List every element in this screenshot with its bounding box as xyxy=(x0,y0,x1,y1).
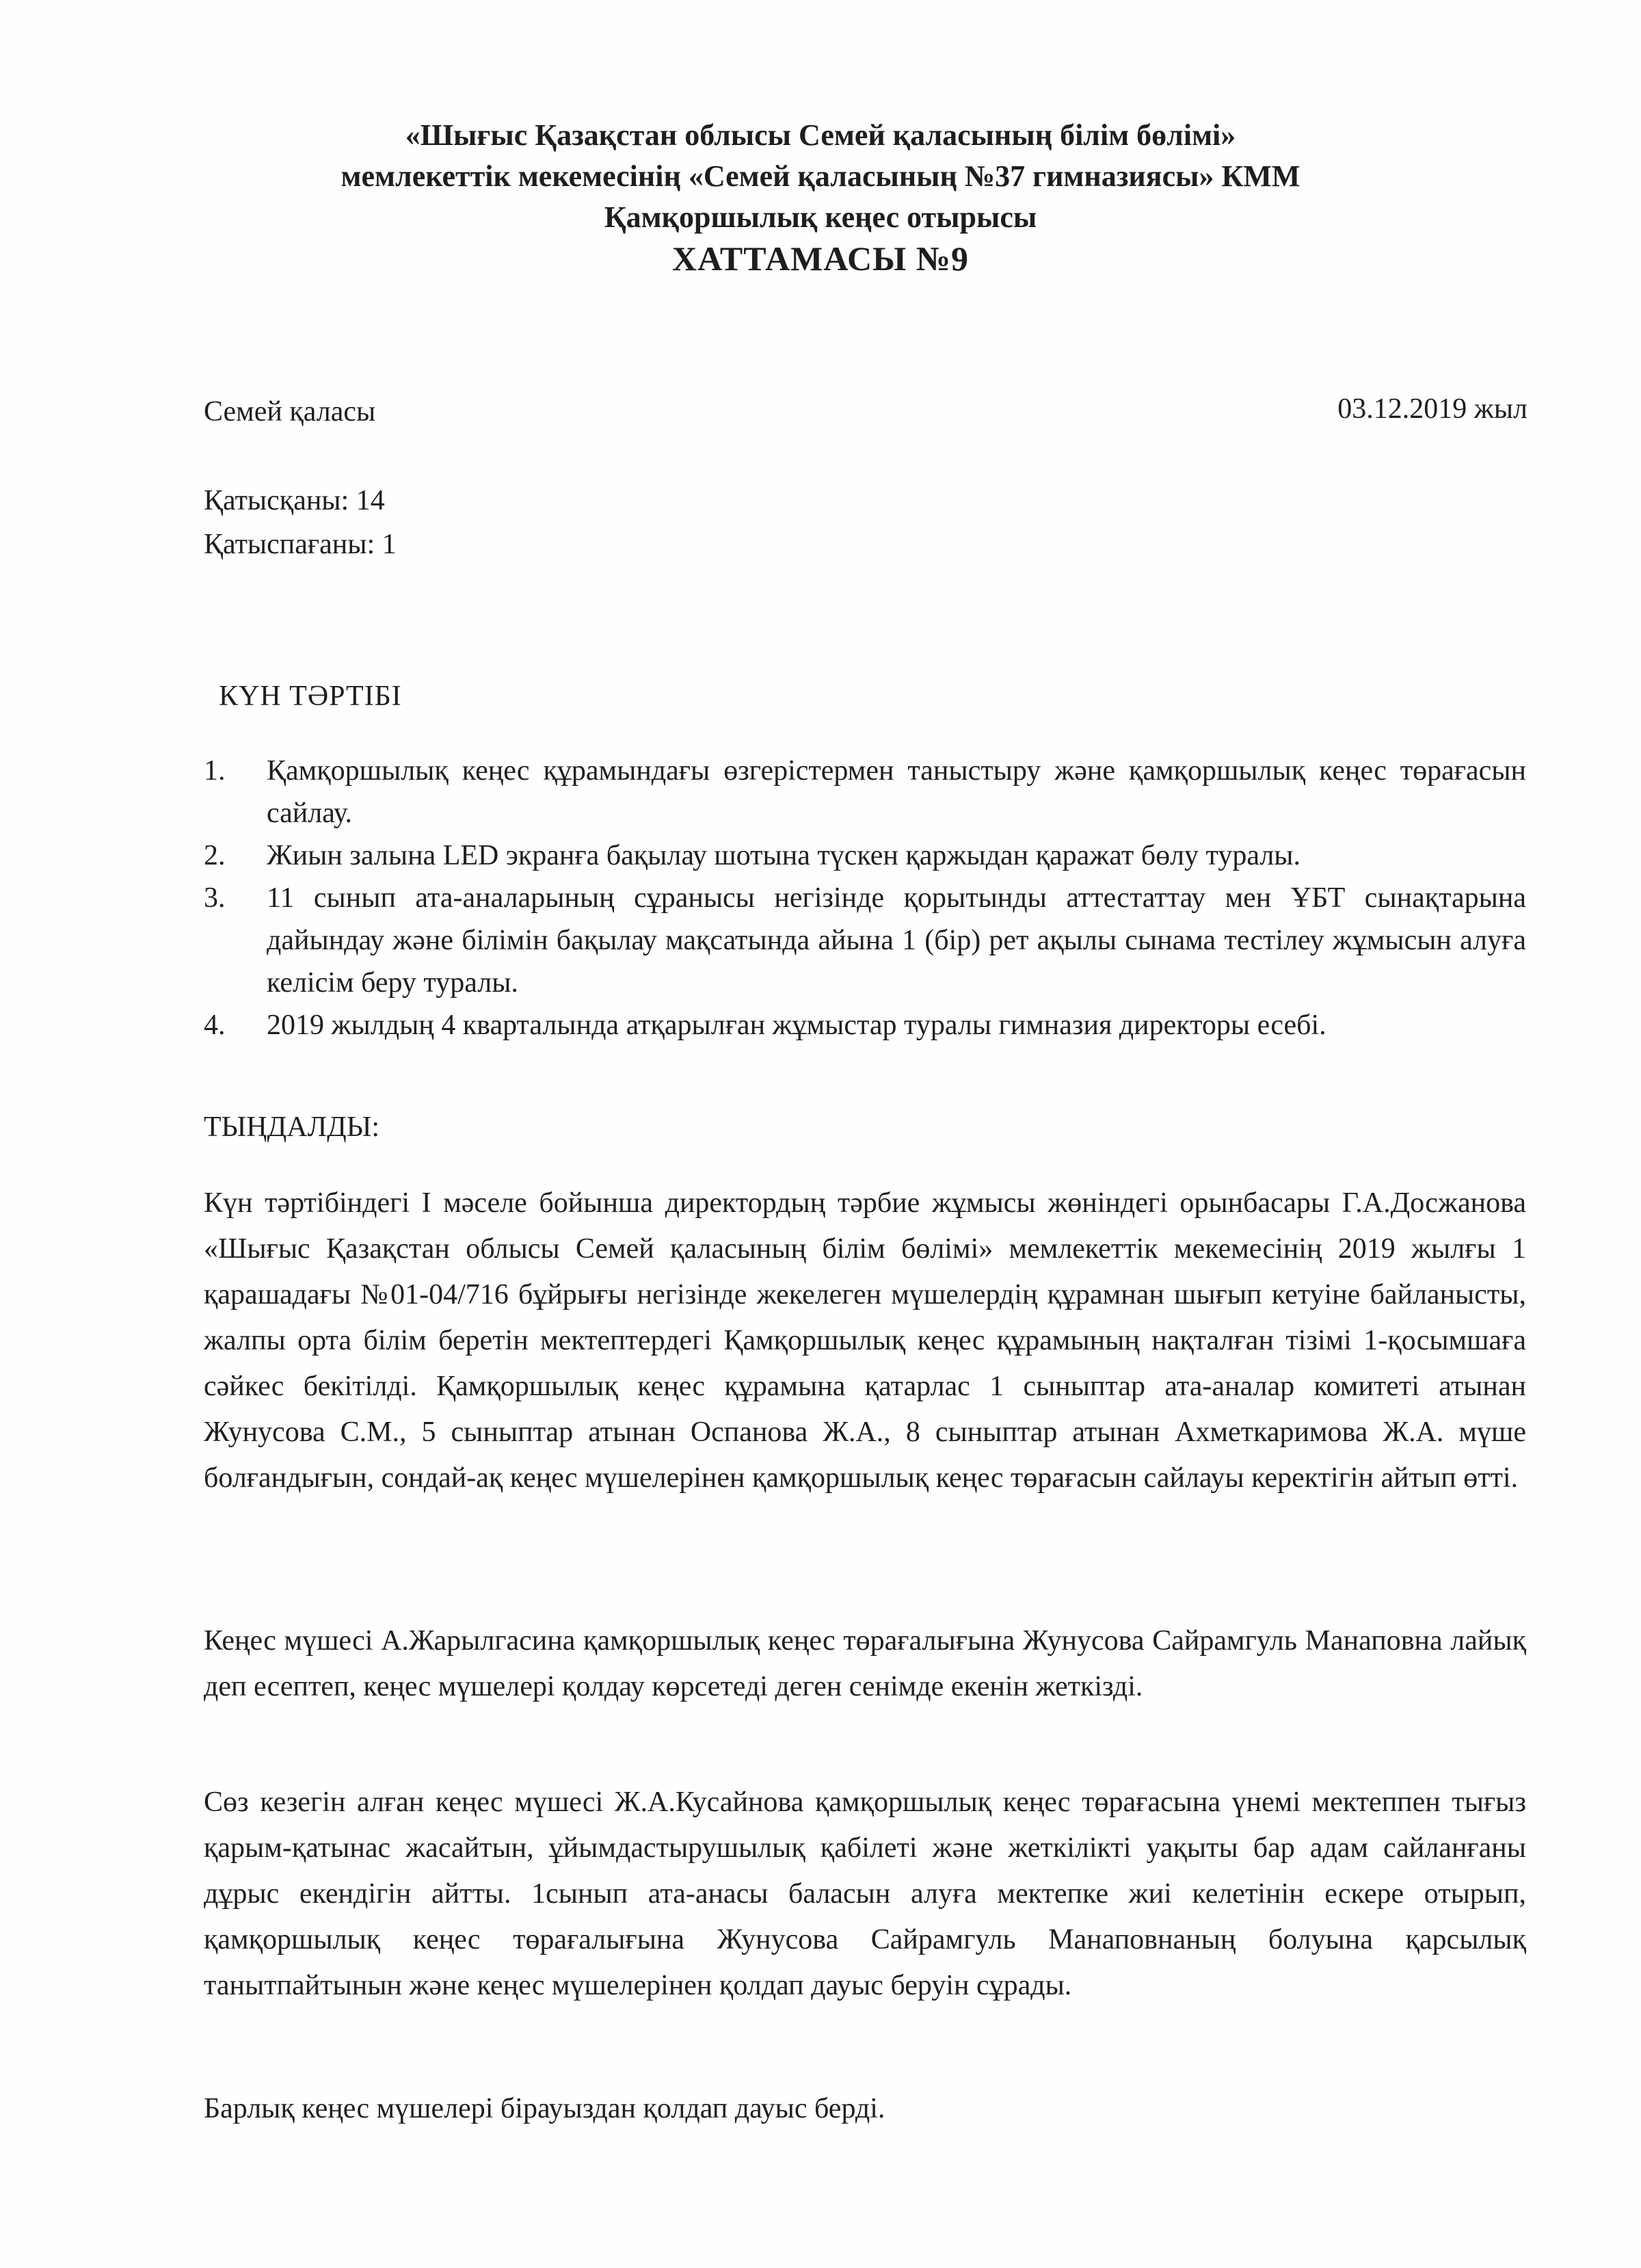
body-paragraph: Сөз кезегін алған кеңес мүшесі Ж.А.Кусайнова қамқоршылық кеңес төрағасына үнемі мектеппен тығыз қарым-қатынас жасайтын, ұйымдастырушылық қабілеті және жеткілікті уақыты бар адам сайланғаны дұрыс екендігін айтты. 1сынып ата-анасы баласын алуға мектепке жиі келетінін ескере отырып, қамқоршылық кеңес төрағалығына Жунусова Сайрамгуль Манаповнаның болуына қарсылық танытпайтынын және кеңес мүшелерінен қолдап дауыс беруін сұрады. xyxy=(204,1786,1526,2001)
body-paragraph: Барлық кеңес мүшелері бірауыздан қолдап дауыс берді. xyxy=(204,2093,885,2124)
date: 03.12.2019 жыл xyxy=(1337,393,1527,425)
attendance xyxy=(204,479,397,566)
agenda-item xyxy=(204,1004,1526,1046)
place-date-row xyxy=(204,395,1527,436)
agenda-item xyxy=(204,877,1526,1004)
agenda-item-number: 4. xyxy=(204,1010,226,1041)
agenda-item xyxy=(204,834,1526,877)
agenda-item-number: 3. xyxy=(204,882,226,914)
agenda-item-number: 1. xyxy=(204,755,226,787)
header-line-3: Қамқоршылық кеңес отырысы xyxy=(604,200,1037,234)
agenda-list xyxy=(204,750,1526,1046)
agenda-item-text: 2019 жылдың 4 кварталында атқарылған жұмыстар туралы гимназия директоры есебі. xyxy=(267,1010,1326,1041)
header-line-2: мемлекеттік мекемесінің «Семей қаласының №37 гимназиясы» КММ xyxy=(341,159,1300,193)
document-header xyxy=(205,115,1436,279)
present-count: Қатысқаны: 14 xyxy=(204,485,385,516)
absent-count: Қатыспағаны: 1 xyxy=(204,529,397,560)
agenda-item xyxy=(204,750,1526,834)
body-paragraph: Күн тәртібіндегі І мәселе бойынша директордың тәрбие жұмысы жөніндегі орынбасары Г.А.Досжанова «Шығыс Қазақстан облысы Семей қаласының білім бөлімі» мемлекеттік мекемесінің 2019 жылғы 1 қарашадағы №01-04/716 бұйрығы негізінде жекелеген мүшелердің құрамнан шығып кетуіне байланысты, жалпы орта білім беретін мектептердегі Қамқоршылық кеңес құрамының нақталған тізімі 1-қосымшаға сәйкес бекітілді. Қамқоршылық кеңес құрамына қатарлас 1 сыныптар ата-аналар комитеті атынан Жунусова С.М., 5 сыныптар атынан Оспанова Ж.А., 8 сыныптар атынан Ахметкаримова Ж.А. мүше болғандығын, сондай-ақ кеңес мүшелерінен қамқоршылық кеңес төрағасын сайлауы керектігін айтып өтті. xyxy=(204,1187,1526,1494)
agenda-title: КҮН ТӘРТІБІ xyxy=(219,681,402,712)
agenda-item-text: Қамқоршылық кеңес құрамындағы өзгерістермен таныстыру және қамқоршылық кеңес төрағасын сайлау. xyxy=(267,755,1526,829)
body-paragraph: Кеңес мүшесі А.Жарылгасина қамқоршылық кеңес төрағалығына Жунусова Сайрамгуль Манаповна лайық деп есептеп, кеңес мүшелері қолдау көрсетеді деген сенімде екенін жеткізді. xyxy=(204,1625,1526,1702)
heard-title: ТЫҢДАЛДЫ: xyxy=(204,1111,380,1143)
header-line-1: «Шығыс Қазақстан облысы Семей қаласының білім бөлімі» xyxy=(405,118,1236,152)
protocol-title: ХАТТАМАСЫ №9 xyxy=(672,239,969,278)
agenda-item-text: Жиын залына LED экранға бақылау шотына түскен қаржыдан қаражат бөлу туралы. xyxy=(267,840,1301,871)
agenda-item-text: 11 сынып ата-аналарының сұранысы негізінде қорытынды аттестаттау мен ҰБТ сынақтарына дайындау және білімін бақылау мақсатында айына 1 (бір) рет ақылы сынама тестілеу жұмысын алуға келісім беру туралы. xyxy=(267,882,1526,999)
agenda-item-number: 2. xyxy=(204,840,226,871)
place: Семей қаласы xyxy=(204,396,376,427)
